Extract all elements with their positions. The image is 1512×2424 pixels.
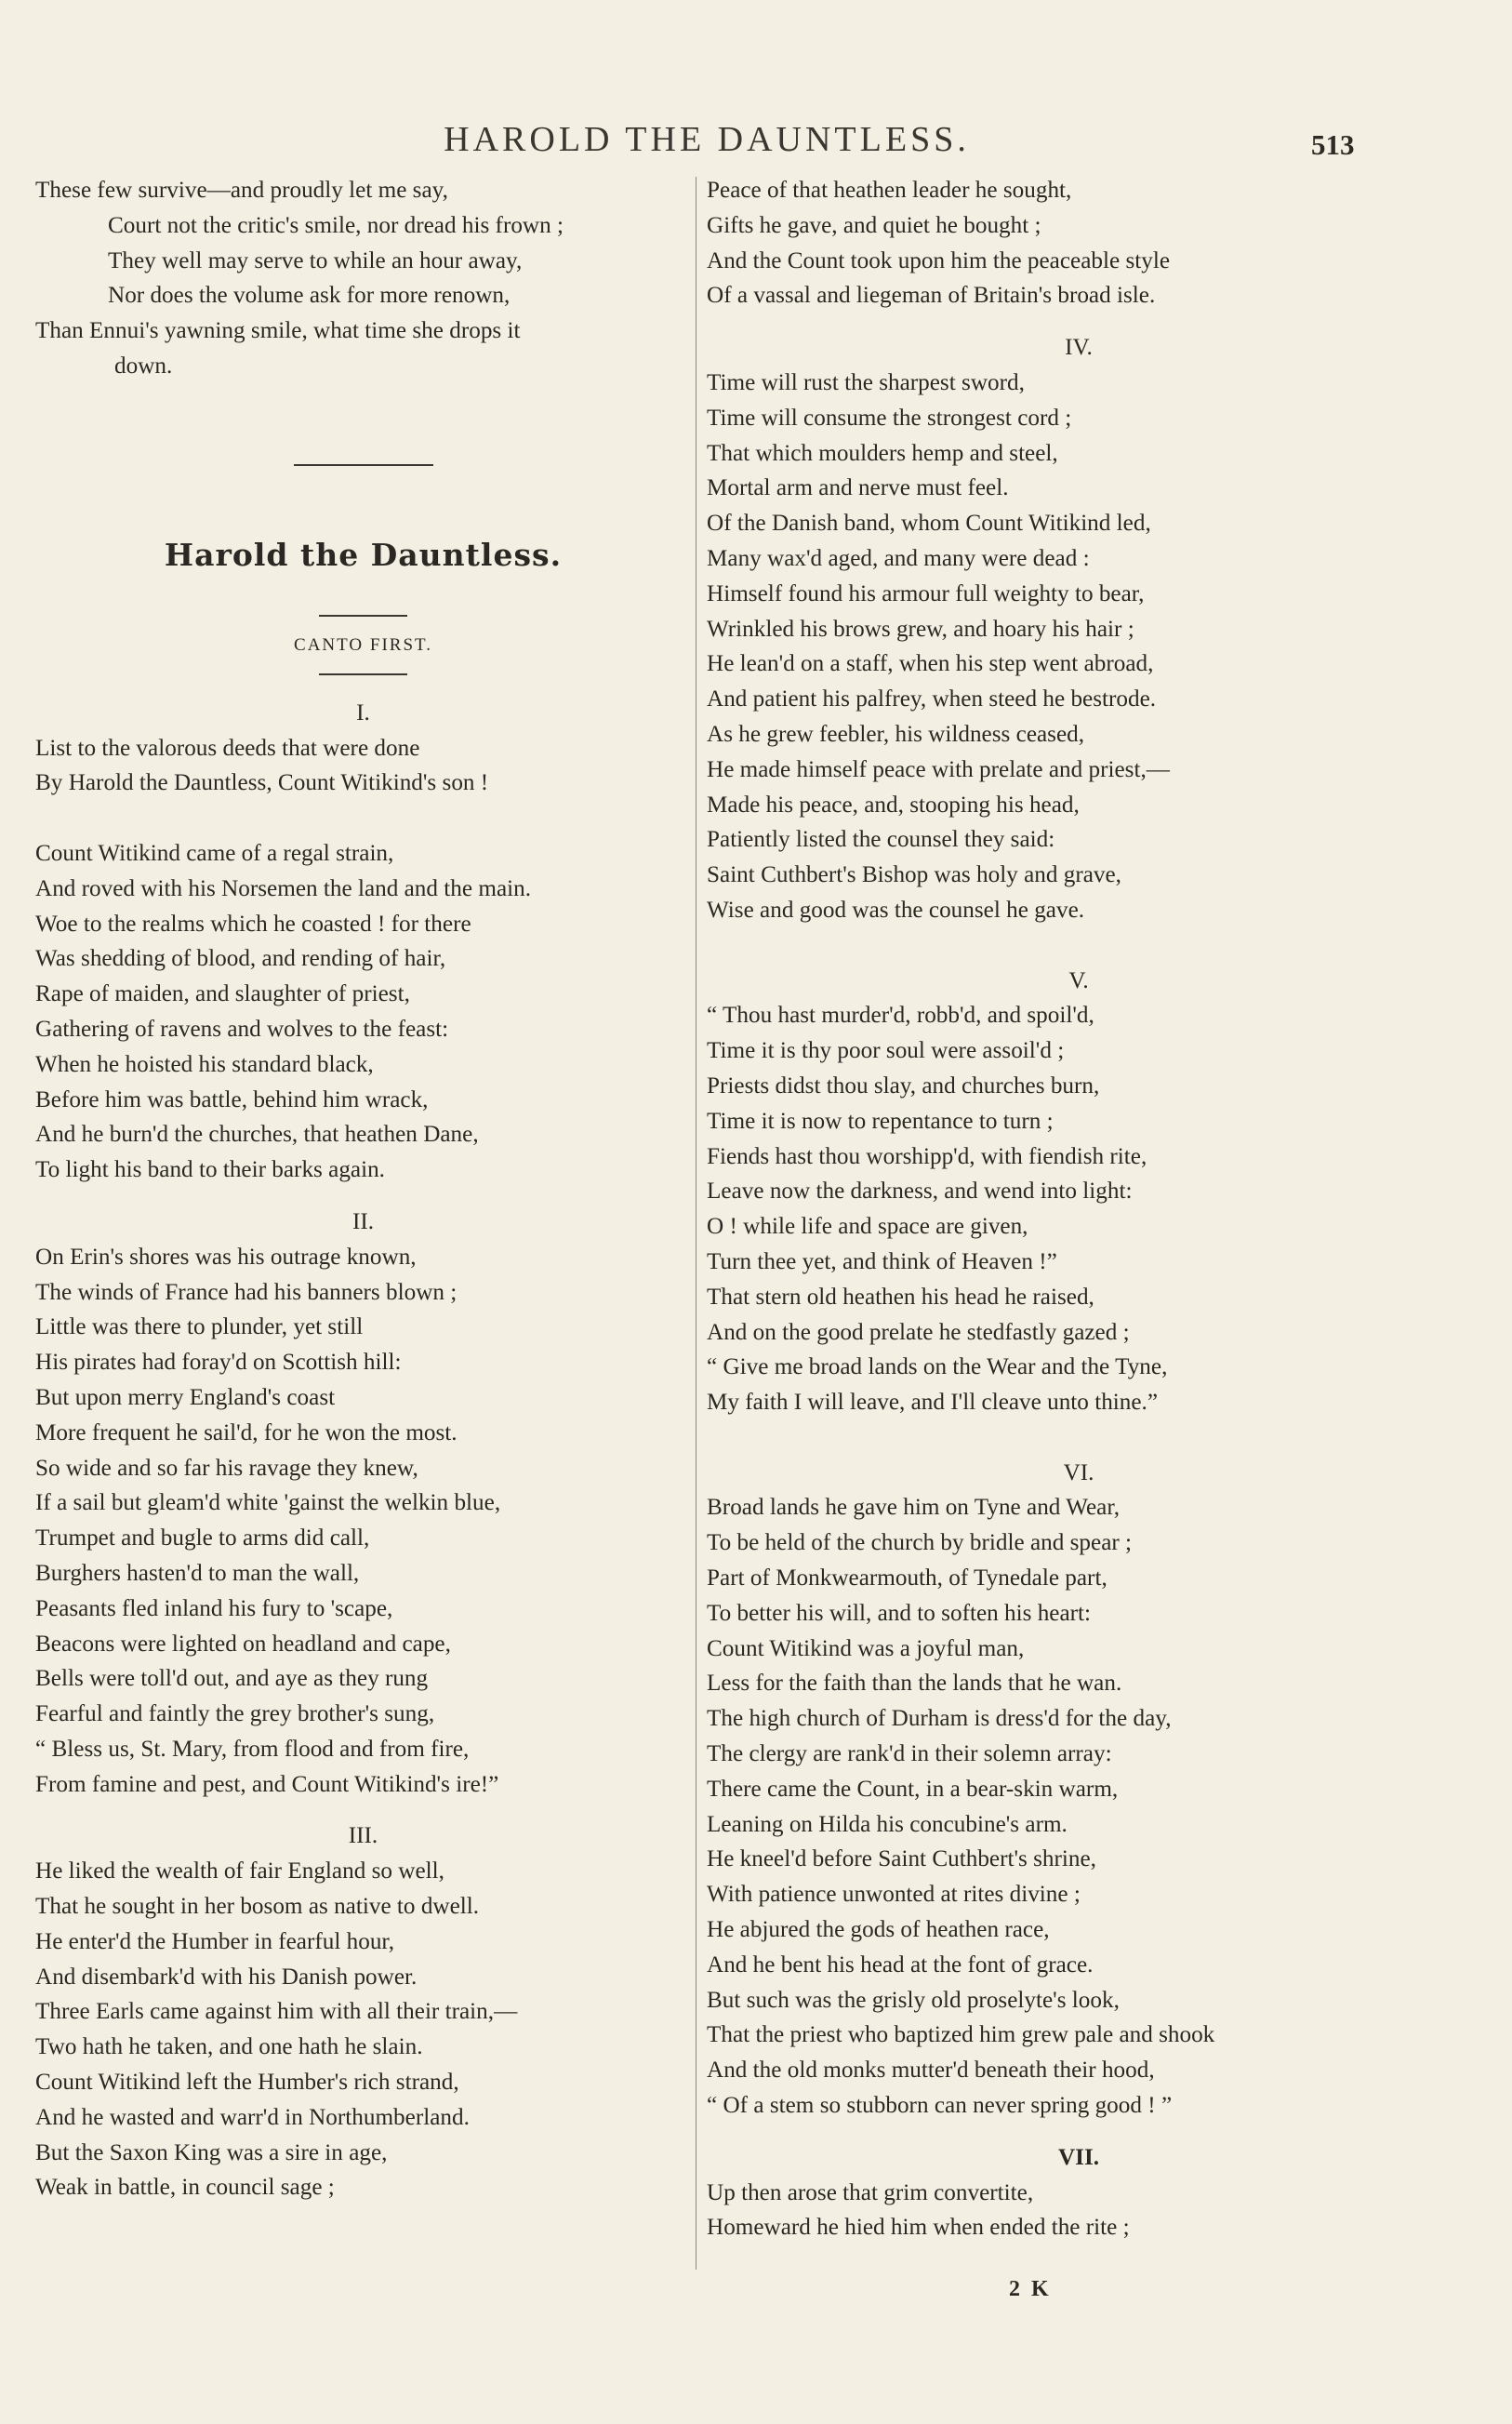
- poem-line: Beacons were lighted on headland and cape,: [35, 1631, 451, 1657]
- stanza-number: V.: [1068, 967, 1089, 993]
- poem-line: The high church of Durham is dress'd for the day,: [707, 1706, 1172, 1732]
- poem-line: down.: [114, 353, 173, 379]
- poem-line: Woe to the realms which he coasted ! for there: [35, 911, 471, 937]
- stanza: [707, 998, 1451, 1420]
- stanza-number: VII.: [1057, 2144, 1100, 2170]
- poem-line: Little was there to plunder, yet still: [35, 1314, 364, 1340]
- poem-line: He liked the wealth of fair England so well,: [35, 1858, 444, 1885]
- poem-line: The winds of France had his banners blown ;: [35, 1279, 458, 1305]
- poem-line: Peace of that heathen leader he sought,: [707, 178, 1072, 203]
- poem-line: Less for the faith than the lands that he wan.: [707, 1671, 1122, 1697]
- poem-line: Court not the critic's smile, nor dread his frown ;: [108, 212, 564, 238]
- poem-title: Harold the Dauntless.: [164, 536, 563, 573]
- poem-line: Turn thee yet, and think of Heaven !”: [707, 1248, 1057, 1274]
- poem-line: And the Count took upon him the peaceable style: [707, 247, 1171, 273]
- poem-line: And roved with his Norsemen the land and the main.: [35, 875, 532, 901]
- poem-line: When he hoisted his standard black,: [35, 1051, 374, 1077]
- poem-line: “ Of a stem so stubborn can never spring good ! ”: [707, 2093, 1173, 2119]
- poem-line: “ Thou hast murder'd, robb'd, and spoil'd,: [707, 1003, 1094, 1029]
- poem-line: And he bent his head at the font of grace.: [707, 1951, 1094, 1978]
- poem-line: So wide and so far his ravage they knew,: [35, 1455, 418, 1481]
- poem-line: Gifts he gave, and quiet he bought ;: [707, 212, 1041, 238]
- poem-line: With patience unwonted at rites divine ;: [707, 1882, 1081, 1908]
- poem-line: His pirates had foray'd on Scottish hill:: [35, 1350, 402, 1376]
- poem-line: Count Witikind was a joyful man,: [707, 1635, 1025, 1661]
- page-number: 513: [1311, 128, 1355, 161]
- poem-line: And he burn'd the churches, that heathen Dane,: [35, 1122, 479, 1148]
- poem-line: That stern old heathen his head he raised,: [707, 1284, 1094, 1310]
- poem-line: That which moulders hemp and steel,: [707, 440, 1058, 466]
- poem-line: Before him was battle, behind him wrack,: [35, 1086, 429, 1112]
- poem-line: “ Give me broad lands on the Wear and the Tyne,: [707, 1354, 1168, 1380]
- poem-line: Three Earls came against him with all their train,—: [35, 1999, 518, 2025]
- poem-line: Fearful and faintly the grey brother's sung,: [35, 1701, 435, 1727]
- poem-line: They well may serve to while an hour away,: [108, 247, 523, 273]
- poem-line: Wise and good was the counsel he gave.: [707, 897, 1085, 923]
- poem-line: But upon merry England's coast: [35, 1384, 336, 1410]
- poem-line: And patient his palfrey, when steed he bestrode.: [707, 686, 1157, 713]
- stanza: [35, 1854, 691, 2205]
- poem-line: On Erin's shores was his outrage known,: [35, 1244, 417, 1270]
- poem-line: Himself found his armour full weighty to bear,: [707, 580, 1145, 606]
- poem-line: There came the Count, in a bear-skin warm,: [707, 1776, 1119, 1802]
- poem-line: And disembark'd with his Danish power.: [35, 1964, 418, 1990]
- poem-line: Of a vassal and liegeman of Britain's broad isle.: [707, 283, 1156, 309]
- poem-line: Weak in battle, in council sage ;: [35, 2175, 335, 2201]
- poem-line: Homeward he hied him when ended the rite ;: [707, 2215, 1130, 2241]
- poem-line: Rape of maiden, and slaughter of priest,: [35, 981, 410, 1007]
- poem-line: Saint Cuthbert's Bishop was holy and grave,: [707, 862, 1121, 888]
- poem-line: Made his peace, and, stooping his head,: [707, 792, 1080, 818]
- stanza-number: I.: [356, 699, 370, 726]
- poem-line: O ! while life and space are given,: [707, 1214, 1028, 1240]
- poem-line: By Harold the Dauntless, Count Witikind's son !: [35, 770, 489, 796]
- stanza: [707, 173, 1451, 313]
- poem-line: Mortal arm and nerve must feel.: [707, 475, 1009, 501]
- poem-line: “ Bless us, St. Mary, from flood and from fire,: [35, 1736, 470, 1762]
- poem-line: He abjured the gods of heathen race,: [707, 1917, 1050, 1943]
- poem-line: These few survive—and proudly let me say,: [35, 178, 448, 203]
- canto-heading: CANTO FIRST.: [294, 634, 432, 655]
- poem-line: To better his will, and to soften his heart:: [707, 1600, 1092, 1626]
- poem-line: That he sought in her bosom as native to dwell.: [35, 1894, 480, 1920]
- poem-line: Leaning on Hilda his concubine's arm.: [707, 1811, 1068, 1837]
- poem-line: And the old monks mutter'd beneath their hood,: [707, 2058, 1155, 2084]
- poem-line: Of the Danish band, whom Count Witikind led,: [707, 511, 1151, 537]
- stanza-number: III.: [348, 1823, 378, 1849]
- stanza-number: II.: [351, 1208, 375, 1234]
- poem-line: Peasants fled inland his fury to 'scape,: [35, 1595, 393, 1621]
- stanza-number: IV.: [1065, 335, 1093, 361]
- intro-stanza: [35, 173, 691, 384]
- poem-line: But such was the grisly old proselyte's look,: [707, 1987, 1120, 2013]
- signature-mark: 2 K: [1009, 2277, 1052, 2301]
- poem-line: Many wax'd aged, and many were dead :: [707, 545, 1090, 571]
- poem-line: Priests didst thou slay, and churches burn,: [707, 1072, 1100, 1099]
- poem-line: And on the good prelate he stedfastly gazed ;: [707, 1319, 1130, 1345]
- poem-line: Time it is thy poor soul were assoil'd ;: [707, 1038, 1065, 1064]
- poem-line: The clergy are rank'd in their solemn array:: [707, 1741, 1112, 1767]
- poem-line: List to the valorous deeds that were done: [35, 735, 420, 761]
- poem-line: As he grew feebler, his wildness ceased,: [707, 721, 1085, 747]
- poem-line: Patiently listed the counsel they said:: [707, 827, 1055, 853]
- poem-line: Burghers hasten'd to man the wall,: [35, 1560, 360, 1586]
- poem-line: Time will rust the sharpest sword,: [707, 369, 1025, 395]
- poem-line: Nor does the volume ask for more renown,: [108, 283, 511, 309]
- stanza: [707, 1490, 1451, 2123]
- poem-line: Time will consume the strongest cord ;: [707, 405, 1072, 431]
- poem-line: Wrinkled his brows grew, and hoary his hair ;: [707, 616, 1134, 642]
- poem-line: Fiends hast thou worshipp'd, with fiendish rite,: [707, 1143, 1147, 1169]
- poem-line: He kneel'd before Saint Cuthbert's shrine,: [707, 1846, 1096, 1872]
- poem-line: Count Witikind left the Humber's rich strand,: [35, 2070, 459, 2096]
- stanza: [707, 2176, 1451, 2246]
- poem-line: Than Ennui's yawning smile, what time she drops it: [35, 318, 521, 344]
- poem-line: Time it is now to repentance to turn ;: [707, 1108, 1054, 1134]
- running-head: HAROLD THE DAUNTLESS.: [444, 120, 970, 159]
- poem-line: Part of Monkwearmouth, of Tynedale part,: [707, 1565, 1107, 1592]
- poem-line: That the priest who baptized him grew pale and shook: [707, 2022, 1215, 2048]
- poem-line: To light his band to their barks again.: [35, 1157, 385, 1183]
- poem-line: But the Saxon King was a sire in age,: [35, 2139, 388, 2165]
- poem-line: Up then arose that grim convertite,: [707, 2179, 1034, 2205]
- poem-line: Was shedding of blood, and rending of hair,: [35, 946, 446, 972]
- poem-line: To be held of the church by bridle and spear ;: [707, 1530, 1133, 1556]
- poem-line: Bells were toll'd out, and aye as they rung: [35, 1666, 429, 1692]
- poem-line: My faith I will leave, and I'll cleave unto thine.”: [707, 1390, 1159, 1416]
- poem-line: Gathering of ravens and wolves to the feast:: [35, 1016, 449, 1042]
- right-column: [707, 173, 1451, 2245]
- poem-line: Two hath he taken, and one hath he slain.: [35, 2034, 423, 2060]
- poem-line: Leave now the darkness, and wend into light:: [707, 1179, 1133, 1205]
- poem-line: And he wasted and warr'd in Northumberland.: [35, 2104, 470, 2130]
- poem-line: If a sail but gleam'd white 'gainst the welkin blue,: [35, 1490, 501, 1516]
- stanza: [35, 731, 691, 1188]
- poem-line: He enter'd the Humber in fearful hour,: [35, 1928, 395, 1954]
- poem-line: From famine and pest, and Count Witikind's ire!”: [35, 1771, 499, 1797]
- poem-line: He lean'd on a staff, when his step went abroad,: [707, 651, 1154, 677]
- left-column: [35, 173, 691, 2205]
- poem-line: Count Witikind came of a regal strain,: [35, 840, 394, 866]
- stanza: [707, 366, 1451, 928]
- poem-line: Trumpet and bugle to arms did call,: [35, 1525, 370, 1552]
- poem-line: More frequent he sail'd, for he won the most.: [35, 1419, 458, 1445]
- poem-line: Broad lands he gave him on Tyne and Wear,: [707, 1495, 1121, 1521]
- stanza: [35, 1240, 691, 1803]
- stanza-number: VI.: [1063, 1459, 1094, 1485]
- poem-line: He made himself peace with prelate and priest,—: [707, 756, 1170, 782]
